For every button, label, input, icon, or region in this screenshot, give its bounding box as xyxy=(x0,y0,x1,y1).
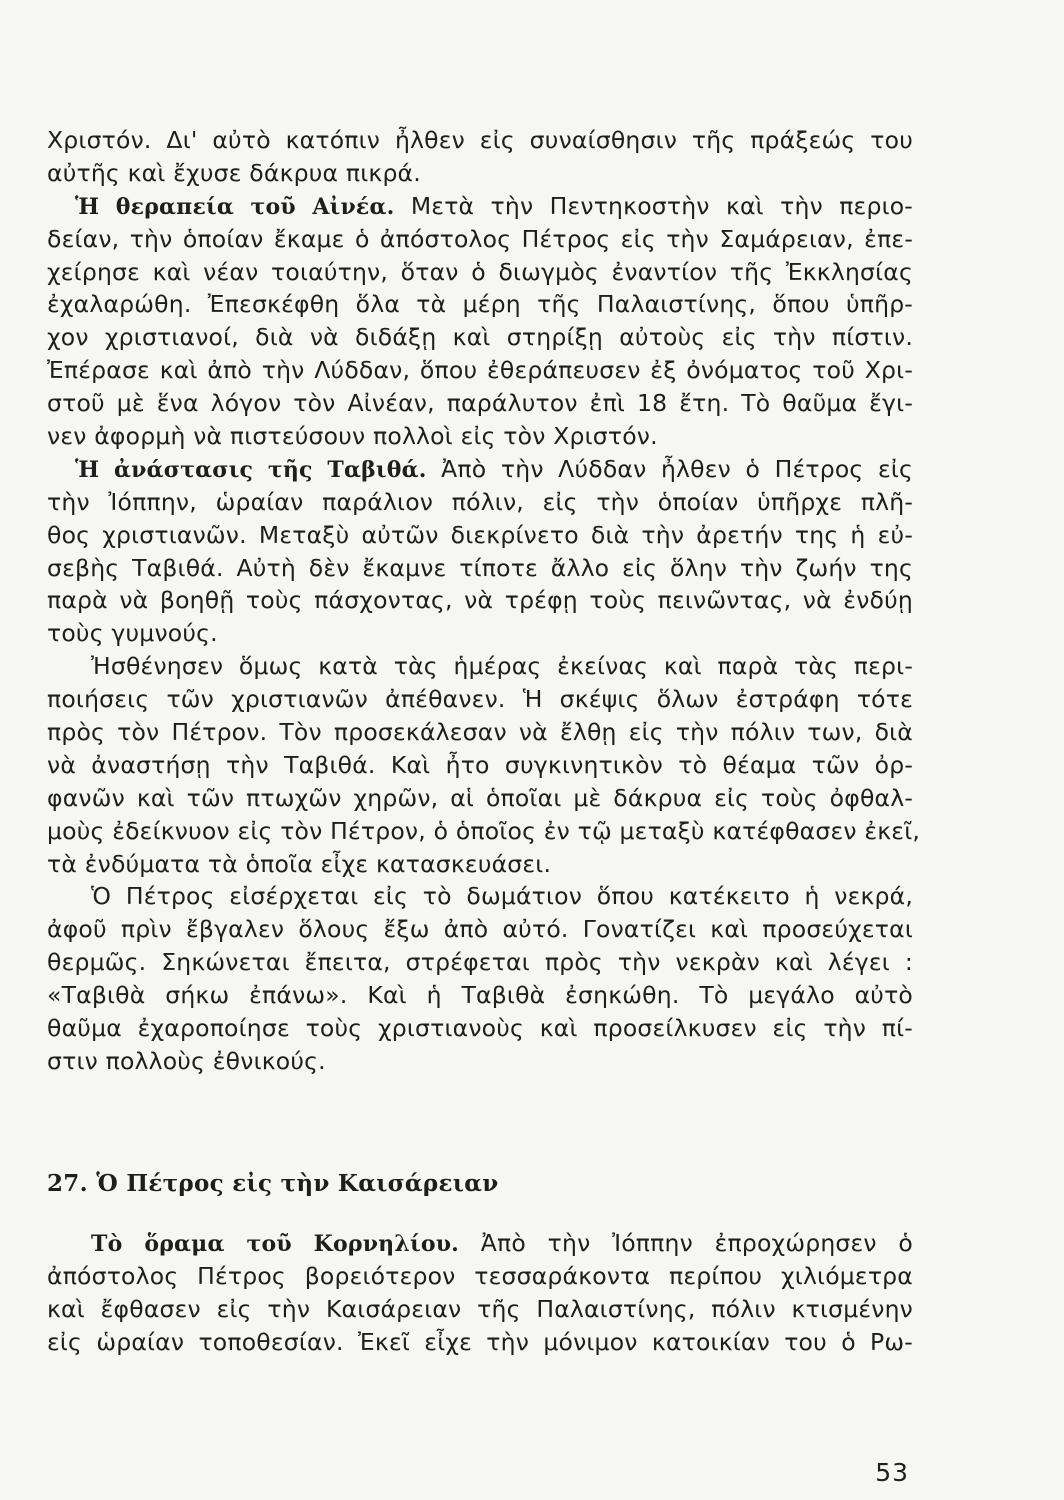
paragraph-aineas-first-line xyxy=(47,190,913,223)
text-segment: Μετὰ τὴν Πεντηκοστὴν καὶ τὴν περιο- xyxy=(410,191,913,220)
text-line: ποιήσεις τῶν χριστιανῶν ἀπέθανεν. Ἡ σκέψις ὅλων ἐστράφη τότε xyxy=(47,685,913,714)
text-line: στιν πολλοὺς ἐθνικούς. xyxy=(47,1046,326,1075)
text-segment: Ἀπὸ τὴν Λύδδαν ἦλθεν ὁ Πέτρος εἰς xyxy=(441,454,913,483)
body-text-lower xyxy=(47,1227,913,1359)
text-line: τὰ ἐνδύματα τὰ ὁποῖα εἶχε κατασκευάσει. xyxy=(47,849,552,878)
paragraph-cornelius-first-line xyxy=(47,1227,913,1260)
text-line: τοὺς γυμνούς. xyxy=(47,619,218,648)
text-line: ἀπόστολος Πέτρος βορειότερον τεσσαράκοντα περίπου χιλιόμετρα xyxy=(47,1261,913,1290)
text-line: τὴν Ἰόππην, ὡραίαν παράλιον πόλιν, εἰς τὴν ὁποίαν ὑπῆρχε πλῆ- xyxy=(47,487,913,516)
text-line: Χριστόν. Δι' αὐτὸ κατόπιν ἦλθεν εἰς συναίσθησιν τῆς πράξεώς του xyxy=(47,126,913,154)
text-line: Ὁ Πέτρος εἰσέρχεται εἰς τὸ δωμάτιον ὅπου κατέκειτο ἡ νεκρά, xyxy=(91,882,913,911)
section-heading: 27. Ὁ Πέτρος εἰς τὴν Καισάρειαν xyxy=(47,1170,499,1197)
text-line: αὐτῆς καὶ ἔχυσε δάκρυα πικρά. xyxy=(47,158,421,187)
text-line: θαῦμα ἐχαροποίησε τοὺς χριστιανοὺς καὶ προσείλκυσεν εἰς τὴν πί- xyxy=(47,1014,913,1043)
text-line: στοῦ μὲ ἕνα λόγον τὸν Αἰνέαν, παράλυτον ἐπὶ 18 ἔτη. Τὸ θαῦμα ἔγι- xyxy=(47,389,913,418)
body-text-upper xyxy=(47,124,921,1078)
subheading-aineas: Ἡ θεραπεία τοῦ Αἰνέα. xyxy=(75,193,395,220)
text-line: πρὸς τὸν Πέτρον. Τὸν προσεκάλεσαν νὰ ἔλθῃ εἰς τὴν πόλιν των, διὰ xyxy=(47,718,913,747)
text-line: μοὺς ἐδείκνυον εἰς τὸν Πέτρον, ὁ ὁποῖος ἐν τῷ μεταξὺ κατέφθασεν ἐκεῖ, xyxy=(47,816,921,845)
text-line: θος χριστιανῶν. Μεταξὺ αὐτῶν διεκρίνετο διὰ τὴν ἀρετήν της ἡ εὐ- xyxy=(47,520,913,549)
text-line: νεν ἀφορμὴ νὰ πιστεύσουν πολλοὶ εἰς τὸν Χριστόν. xyxy=(47,422,658,451)
text-line: δείαν, τὴν ὁποίαν ἔκαμε ὁ ἀπόστολος Πέτρος εἰς τὴν Σαμάρειαν, ἐπε- xyxy=(47,224,913,253)
text-line: ἐχαλαρώθη. Ἐπεσκέφθη ὅλα τὰ μέρη τῆς Παλαιστίνης, ὅπου ὑπῆρ- xyxy=(47,290,913,319)
text-line: φανῶν καὶ τῶν πτωχῶν χηρῶν, αἱ ὁποῖαι μὲ δάκρυα εἰς τοὺς ὀφθαλ- xyxy=(47,783,913,812)
text-line: καὶ ἔφθασεν εἰς τὴν Καισάρειαν τῆς Παλαιστίνης, πόλιν κτισμένην xyxy=(47,1294,913,1323)
text-line: παρὰ νὰ βοηθῇ τοὺς πάσχοντας, νὰ τρέφῃ τοὺς πεινῶντας, νὰ ἐνδύῃ xyxy=(47,586,913,615)
text-line: θερμῶς. Σηκώνεται ἔπειτα, στρέφεται πρὸς τὴν νεκρὰν καὶ λέγει : xyxy=(47,948,913,977)
text-segment: Ἀπὸ τὴν Ἰόππην ἐπροχώρησεν ὁ xyxy=(480,1229,914,1257)
subheading-cornelius: Τὸ ὅραμα τοῦ Κορνηλίου. xyxy=(91,1231,460,1257)
text-line: σεβὴς Ταβιθά. Αὐτὴ δὲν ἔκαμνε τίποτε ἄλλο εἰς ὅλην τὴν ζωήν της xyxy=(47,553,913,582)
text-line: «Ταβιθὰ σήκω ἐπάνω». Καὶ ἡ Ταβιθὰ ἐσηκώθη. Τὸ μεγάλο αὐτὸ xyxy=(47,981,913,1010)
text-line: Ἐπέρασε καὶ ἀπὸ τὴν Λύδδαν, ὅπου ἐθεράπευσεν ἐξ ὀνόματος τοῦ Χρι- xyxy=(47,356,913,385)
text-line: εἰς ὡραίαν τοποθεσίαν. Ἐκεῖ εἶχε τὴν μόνιμον κατοικίαν του ὁ Ρω- xyxy=(47,1327,913,1356)
text-line: νὰ ἀναστήσῃ τὴν Ταβιθά. Καὶ ἦτο συγκινητικὸν τὸ θέαμα τῶν ὀρ- xyxy=(47,750,913,779)
subheading-tabitha: Ἡ ἀνάστασις τῆς Ταβιθά. xyxy=(75,456,427,483)
paragraph-tabitha-first-line xyxy=(47,453,913,486)
text-line: χείρησε καὶ νέαν τοιαύτην, ὅταν ὁ διωγμὸς ἐναντίον τῆς Ἐκκλησίας xyxy=(47,257,913,286)
text-line: Ἠσθένησεν ὅμως κατὰ τὰς ἡμέρας ἐκείνας καὶ παρὰ τὰς περι- xyxy=(91,652,913,681)
page-number: 53 xyxy=(875,1458,909,1487)
text-line: χον χριστιανοί, διὰ νὰ διδάξῃ καὶ στηρίξῃ αὐτοὺς εἰς τὴν πίστιν. xyxy=(47,323,913,352)
text-line: ἀφοῦ πρὶν ἔβγαλεν ὅλους ἔξω ἀπὸ αὐτό. Γονατίζει καὶ προσεύχεται xyxy=(47,915,913,944)
